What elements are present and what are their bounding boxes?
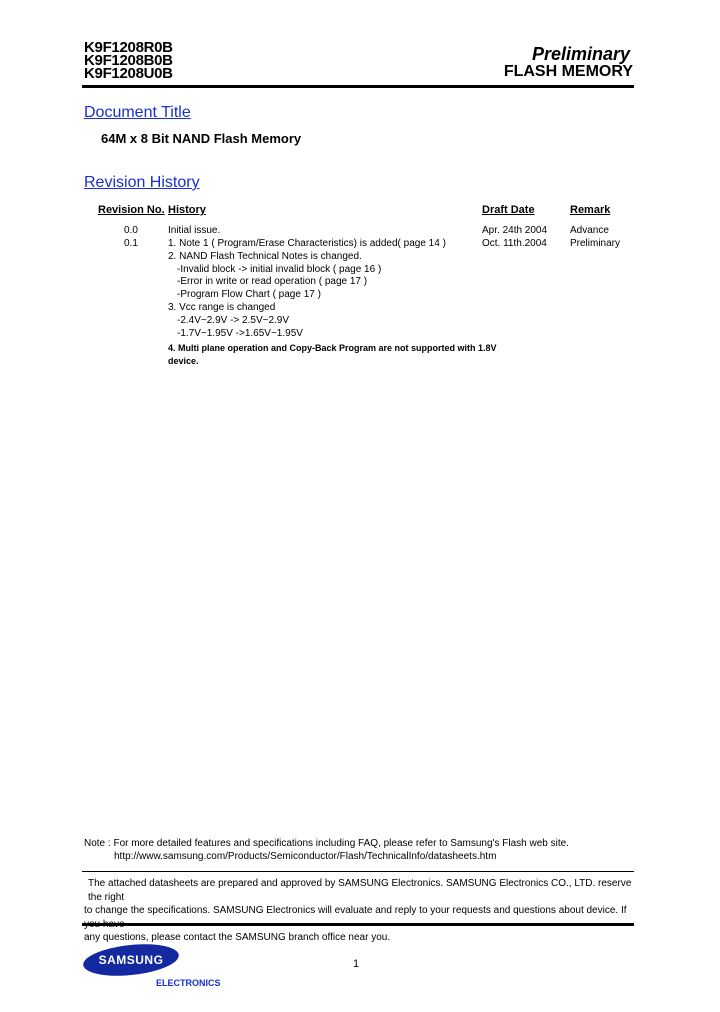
column-header-date: Draft Date: [482, 204, 535, 216]
header-divider: [82, 85, 634, 88]
history-line: -Invalid block -> initial invalid block ( page 16 ): [177, 263, 382, 275]
column-header-remark: Remark: [570, 204, 611, 216]
part-number: K9F1208B0B: [84, 52, 173, 69]
history-line: -2.4V~2.9V -> 2.5V~2.9V: [177, 314, 290, 326]
note-text: Note : For more detailed features and specifications including FAQ, please refer to Samsung's Flash web site.: [84, 838, 569, 849]
part-number: K9F1208R0B: [84, 39, 173, 56]
history-line: Initial issue.: [168, 225, 221, 236]
table-cell-history: [168, 238, 497, 368]
table-cell-revision: 0.1: [124, 238, 138, 249]
footer-divider: [82, 923, 634, 926]
table-cell-history: [168, 225, 220, 238]
table-cell-remark: Preliminary: [570, 238, 621, 249]
note-url[interactable]: http://www.samsung.com/Products/Semiconductor/Flash/TechnicalInfo/datasheets.htm: [114, 851, 497, 862]
table-cell-date: Oct. 11th.2004: [482, 238, 547, 249]
table-cell-date: Apr. 24th 2004: [482, 225, 548, 236]
disclaimer-line: to change the specifications. SAMSUNG Electronics will evaluate and reply to your requests and questions about device. If: [84, 905, 627, 916]
part-numbers: [84, 41, 173, 80]
history-line: 3. Vcc range is changed: [168, 301, 276, 313]
logo-wordmark: SAMSUNG: [98, 953, 164, 967]
disclaimer-line: any questions, please contact the SAMSUNG branch office near you.: [84, 932, 391, 943]
history-line: device.: [168, 356, 199, 367]
table-cell-remark: Advance: [570, 225, 609, 236]
status-label: Preliminary: [531, 44, 630, 64]
document-title-heading: Document Title: [84, 104, 191, 121]
disclaimer: [84, 877, 636, 945]
history-line: -Program Flow Chart ( page 17 ): [177, 289, 321, 301]
samsung-logo: [82, 943, 180, 977]
page-number: 1: [353, 958, 360, 970]
note-divider: [82, 871, 634, 872]
disclaimer-line: The attached datasheets are prepared and approved by SAMSUNG Electronics. SAMSUNG Electronics CO., LTD. reserve the right: [88, 878, 632, 903]
table-cell-revision: 0.0: [124, 225, 138, 236]
column-header-revision: Revision No.: [98, 204, 165, 216]
history-line: -Error in write or read operation ( page 17 ): [177, 276, 368, 288]
revision-history-heading: Revision History: [84, 174, 200, 191]
history-line: 1. Note 1 ( Program/Erase Characteristics) is added( page 14 ): [168, 238, 446, 249]
history-line: 4. Multi plane operation and Copy-Back Program are not supported with 1.8V: [168, 343, 497, 354]
history-line: -1.7V~1.95V ->1.65V~1.95V: [177, 327, 303, 339]
logo-subtitle: ELECTRONICS: [156, 978, 221, 988]
note: [84, 837, 569, 863]
document-title: 64M x 8 Bit NAND Flash Memory: [101, 131, 302, 146]
part-number: K9F1208U0B: [84, 65, 173, 82]
history-line: 2. NAND Flash Technical Notes is changed.: [168, 250, 362, 262]
product-label: FLASH MEMORY: [503, 63, 633, 80]
column-header-history: History: [168, 204, 206, 216]
